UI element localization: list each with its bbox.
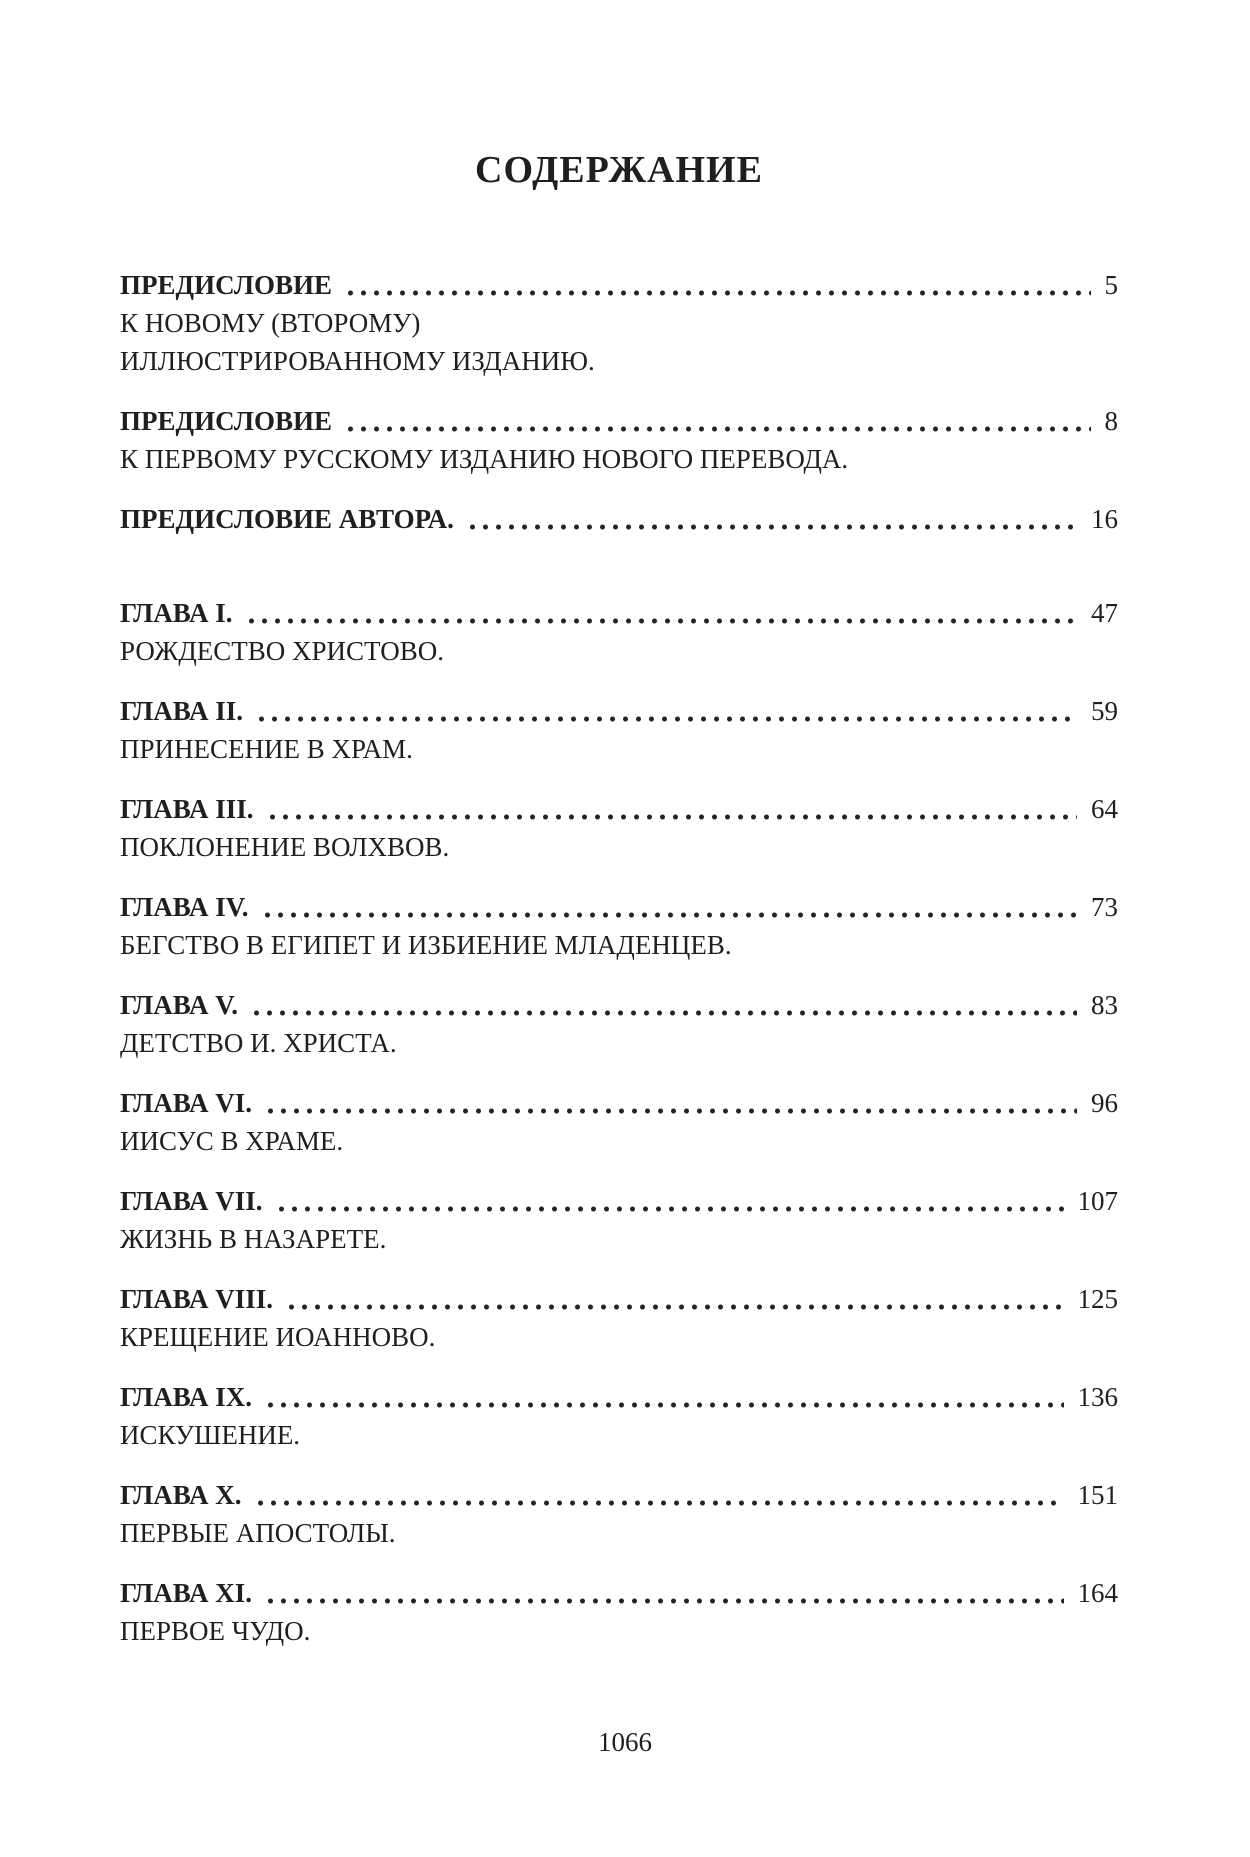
entry-title: ПРЕДИСЛОВИЕ АВТОРА. bbox=[120, 504, 454, 534]
entry-page-number: 47 bbox=[1091, 598, 1118, 628]
toc-entry-title-row bbox=[120, 500, 1118, 538]
dot-leader bbox=[466, 500, 1077, 538]
toc-entry bbox=[120, 692, 1118, 768]
entry-page-number: 64 bbox=[1091, 794, 1118, 824]
toc-entry-title-row bbox=[120, 402, 1118, 440]
entry-subtitle-line: К ПЕРВОМУ РУССКОМУ ИЗДАНИЮ НОВОГО ПЕРЕВОДА. bbox=[120, 444, 849, 474]
entry-subtitle bbox=[120, 1318, 1118, 1356]
entry-page-number: 151 bbox=[1077, 1480, 1118, 1510]
entry-page-number: 5 bbox=[1104, 270, 1118, 300]
dot-leader bbox=[261, 888, 1077, 926]
entry-page-number: 8 bbox=[1104, 406, 1118, 436]
entry-title: ГЛАВА VIII. bbox=[120, 1284, 274, 1314]
toc-chapters-section bbox=[120, 594, 1118, 1650]
entry-page-number: 136 bbox=[1077, 1382, 1118, 1412]
entry-subtitle-line: ПЕРВЫЕ АПОСТОЛЫ. bbox=[120, 1518, 396, 1548]
entry-page-number: 125 bbox=[1077, 1284, 1118, 1314]
dot-leader bbox=[266, 790, 1077, 828]
entry-title: ГЛАВА I. bbox=[120, 598, 233, 628]
dot-leader bbox=[264, 1378, 1063, 1416]
dot-leader bbox=[255, 692, 1077, 730]
entry-subtitle bbox=[120, 440, 1118, 478]
entry-title: ГЛАВА VII. bbox=[120, 1186, 263, 1216]
toc-entry-title-row bbox=[120, 266, 1118, 304]
toc-entry-title-row bbox=[120, 1280, 1118, 1318]
toc-entry-title-row bbox=[120, 790, 1118, 828]
dot-leader bbox=[250, 986, 1077, 1024]
entry-subtitle bbox=[120, 632, 1118, 670]
entry-subtitle-line: БЕГСТВО В ЕГИПЕТ И ИЗБИЕНИЕ МЛАДЕНЦЕВ. bbox=[120, 930, 732, 960]
toc-entry bbox=[120, 1182, 1118, 1258]
entry-subtitle bbox=[120, 1612, 1118, 1650]
entry-subtitle-line: К НОВОМУ (ВТОРОМУ) bbox=[120, 308, 421, 338]
entry-subtitle-line: ПЕРВОЕ ЧУДО. bbox=[120, 1616, 311, 1646]
dot-leader bbox=[245, 594, 1077, 632]
dot-leader bbox=[264, 1084, 1077, 1122]
entry-title: ГЛАВА IV. bbox=[120, 892, 249, 922]
entry-title: ГЛАВА X. bbox=[120, 1480, 242, 1510]
entry-subtitle-line: ИСКУШЕНИЕ. bbox=[120, 1420, 301, 1450]
entry-subtitle-line: ДЕТСТВО И. ХРИСТА. bbox=[120, 1028, 397, 1058]
entry-title: ПРЕДИСЛОВИЕ bbox=[120, 270, 333, 300]
dot-leader bbox=[254, 1476, 1064, 1514]
toc-entry-title-row bbox=[120, 1476, 1118, 1514]
entry-subtitle-line: РОЖДЕСТВО ХРИСТОВО. bbox=[120, 636, 444, 666]
toc-entry-title-row bbox=[120, 986, 1118, 1024]
toc-entry bbox=[120, 986, 1118, 1062]
toc-entry bbox=[120, 1476, 1118, 1552]
toc-entry-title-row bbox=[120, 1084, 1118, 1122]
toc-entry bbox=[120, 1280, 1118, 1356]
entry-title: ГЛАВА XI. bbox=[120, 1578, 253, 1608]
dot-leader bbox=[344, 402, 1090, 440]
toc-entry bbox=[120, 888, 1118, 964]
entry-page-number: 73 bbox=[1091, 892, 1118, 922]
toc-entry-title-row bbox=[120, 692, 1118, 730]
entry-subtitle bbox=[120, 926, 1118, 964]
entry-subtitle bbox=[120, 828, 1118, 866]
entry-page-number: 59 bbox=[1091, 696, 1118, 726]
entry-subtitle bbox=[120, 730, 1118, 768]
toc-entry bbox=[120, 790, 1118, 866]
entry-title: ГЛАВА IX. bbox=[120, 1382, 253, 1412]
toc-entry-title-row bbox=[120, 1574, 1118, 1612]
entry-title: ПРЕДИСЛОВИЕ bbox=[120, 406, 333, 436]
dot-leader bbox=[264, 1574, 1063, 1612]
page-number-footer: 1066 bbox=[598, 1727, 652, 1757]
entry-subtitle-line: ПОКЛОНЕНИЕ ВОЛХВОВ. bbox=[120, 832, 450, 862]
entry-title: ГЛАВА II. bbox=[120, 696, 244, 726]
entry-subtitle-line: ИЛЛЮСТРИРОВАННОМУ ИЗДАНИЮ. bbox=[120, 346, 595, 376]
entry-page-number: 107 bbox=[1077, 1186, 1118, 1216]
entry-title: ГЛАВА V. bbox=[120, 990, 239, 1020]
entry-page-number: 16 bbox=[1091, 504, 1118, 534]
toc-entry-title-row bbox=[120, 1182, 1118, 1220]
dot-leader bbox=[285, 1280, 1063, 1318]
page-title: СОДЕРЖАНИЕ bbox=[475, 149, 763, 191]
toc-front-matter-section bbox=[120, 266, 1118, 538]
toc-entry bbox=[120, 1574, 1118, 1650]
entry-page-number: 96 bbox=[1091, 1088, 1118, 1118]
toc-entry bbox=[120, 500, 1118, 538]
entry-subtitle-line: ИИСУС В ХРАМЕ. bbox=[120, 1126, 344, 1156]
entry-page-number: 83 bbox=[1091, 990, 1118, 1020]
toc-entry bbox=[120, 1378, 1118, 1454]
toc-entry-title-row bbox=[120, 594, 1118, 632]
entry-subtitle bbox=[120, 1122, 1118, 1160]
entry-title: ГЛАВА VI. bbox=[120, 1088, 253, 1118]
entry-subtitle bbox=[120, 1514, 1118, 1552]
toc-entry-title-row bbox=[120, 1378, 1118, 1416]
toc-entry bbox=[120, 594, 1118, 670]
entry-page-number: 164 bbox=[1077, 1578, 1118, 1608]
entry-subtitle bbox=[120, 304, 1118, 380]
dot-leader bbox=[275, 1182, 1064, 1220]
entry-subtitle-line: ЖИЗНЬ В НАЗАРЕТЕ. bbox=[120, 1224, 387, 1254]
toc-entry-title-row bbox=[120, 888, 1118, 926]
entry-title: ГЛАВА III. bbox=[120, 794, 254, 824]
toc-entry bbox=[120, 402, 1118, 478]
toc-entry bbox=[120, 1084, 1118, 1160]
dot-leader bbox=[344, 266, 1090, 304]
entry-subtitle-line: ПРИНЕСЕНИЕ В ХРАМ. bbox=[120, 734, 413, 764]
toc-entry bbox=[120, 266, 1118, 380]
entry-subtitle-line: КРЕЩЕНИЕ ИОАННОВО. bbox=[120, 1322, 436, 1352]
entry-subtitle bbox=[120, 1220, 1118, 1258]
entry-subtitle bbox=[120, 1024, 1118, 1062]
entry-subtitle bbox=[120, 1416, 1118, 1454]
